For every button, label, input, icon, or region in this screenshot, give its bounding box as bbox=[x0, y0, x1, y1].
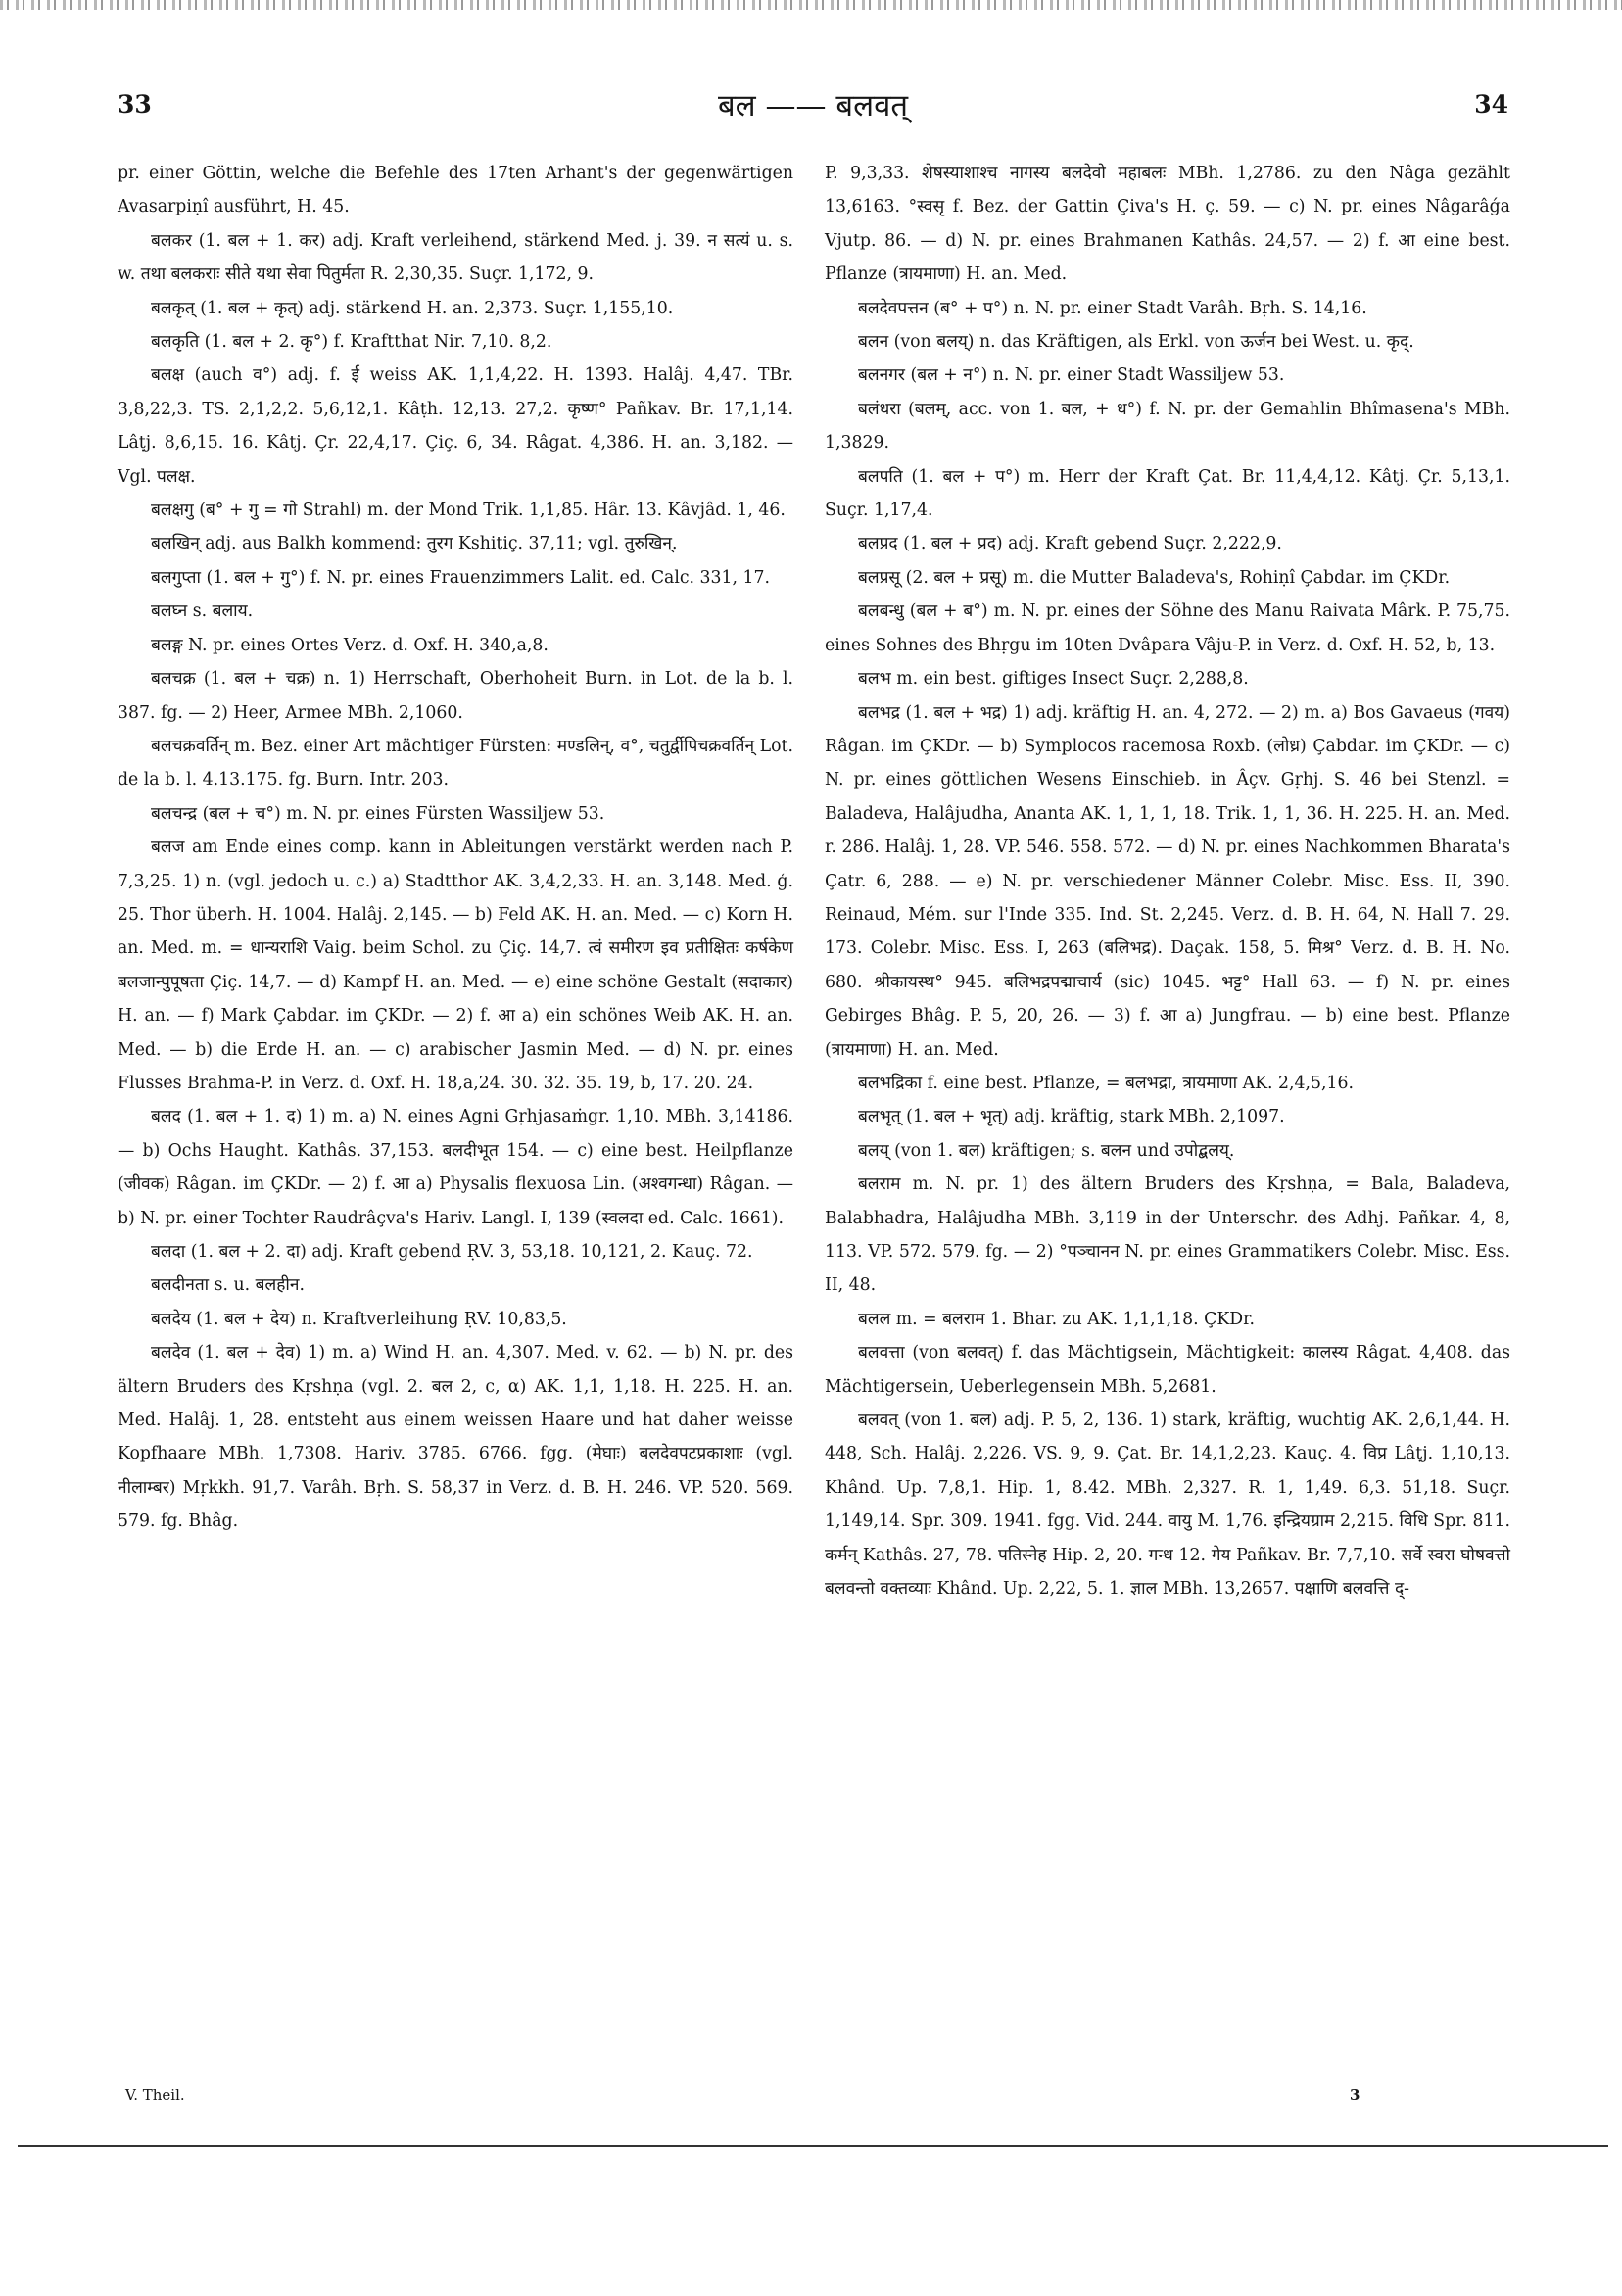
right-page-number: 34 bbox=[1474, 90, 1508, 119]
dictionary-entry: बलपति (1. बल + प°) m. Herr der Kraft Çat. Br. 11,4,4,12. Kâtj. Çr. 5,13,1. Suçr. 1,17,4. bbox=[825, 466, 1510, 521]
dictionary-entry: बलवत् (von 1. बल) adj. P. 5, 2, 136. 1) stark, kräftig, wuchtig AK. 2,6,1,44. H. 448, Sch. Halâj. 2,226. VS. 9, 9. Çat. Br. 14,1,2,23. Kauç. 4. विप्र Lâṭj. 1,10,13. Khând. Up. 7,8,1. Hip. 1, 8.42. MBh. 2,327. R. 1, 1,49. 6,3. 51,18. Suçr. 1,149,14. Spr. 309. 1941. fgg. Vid. 244. वायु M. 1,76. इन्द्रियग्राम 2,215. विधि Spr. 811. कर्मन् Kathâs. 27, 78. पतिस्नेह Hip. 2, 20. गन्ध 12. गेय Pañkav. Br. 7,7,10. सर्वे स्वरा घोषवत्तो बलवन्तो वक्तव्याः Khând. Up. 2,22, 5. 1. ज्ञाल MBh. 13,2657. पक्षाणि बलवत्ति द्- bbox=[825, 1411, 1510, 1600]
left-column bbox=[118, 157, 793, 1539]
dictionary-entry: P. 9,3,33. शेषस्याशाश्च नागस्य बलदेवो महाबलः MBh. 1,2786. zu den Nâga gezählt 13,6163. °स्वसृ f. Bez. der Gattin Çiva's H. ç. 59. — c) N. pr. eines Nâgarâǵa Vjutp. 86. — d) N. pr. eines Brahmanen Kathâs. 24,57. — 2) f. आ eine best. Pflanze (त्रायमाणा) H. an. Med. bbox=[825, 164, 1510, 285]
dictionary-entry: बलभद्रिका f. eine best. Pflanze, = बलभद्रा, त्रायमाणा AK. 2,4,5,16. bbox=[858, 1073, 1354, 1093]
dictionary-entry: बलप्रद (1. बल + प्रद) adj. Kraft gebend Suçr. 2,222,9. bbox=[858, 534, 1282, 554]
dictionary-entry: बलघ्न s. बलाय. bbox=[151, 601, 254, 622]
dictionary-entry: बलकृति (1. बल + 2. कृ°) f. Kraftthat Nir. 7,10. 8,2. bbox=[151, 332, 552, 353]
dictionary-entry: बलदेवपत्तन (ब° + प°) n. N. pr. einer Stadt Varâh. Bṛh. S. 14,16. bbox=[858, 298, 1367, 318]
left-page-number: 33 bbox=[118, 90, 152, 119]
scan-top-edge bbox=[0, 0, 1622, 10]
dictionary-entry: बलराम m. N. pr. 1) des ältern Bruders des Kṛshṇa, = Bala, Baladeva, Balabhadra, Halâjudha MBh. 3,119 in der Unterschr. des Adhj. Pañkar. 4, 8, 113. VP. 572. 579. fg. — 2) °पञ्चानन N. pr. eines Grammatikers Colebr. Misc. Ess. II, 48. bbox=[825, 1174, 1510, 1296]
dictionary-entry: बलद (1. बल + 1. द) 1) m. a) N. eines Agni Gṛhjasaṁgr. 1,10. MBh. 3,14186. — b) Ochs Haught. Kathâs. 37,153. बलदीभूत 154. — c) eine best. Heilpflanze (जीवक) Râgan. im ÇKDr. — 2) f. आ a) Physalis flexuosa Lin. (अश्वगन्धा) Râgan. — b) N. pr. einer Tochter Raudrâçva's Hariv. Langl. I, 139 (स्वलदा ed. Calc. 1661). bbox=[118, 1107, 793, 1228]
dictionary-entry: बलन (von बलय्) n. das Kräftigen, als Erkl. von ऊर्जन bei West. u. कृद्. bbox=[858, 332, 1414, 353]
dictionary-entry: बलभ m. ein best. giftiges Insect Suçr. 2,288,8. bbox=[858, 669, 1249, 690]
dictionary-entry: बलबन्धु (बल + ब°) m. N. pr. eines der Söhne des Manu Raivata Mârk. P. 75,75. eines Sohnes des Bhṛgu im 10ten Dvâpara Vâju-P. in Verz. d. Oxf. H. 52, b, 13. bbox=[825, 601, 1510, 655]
dictionary-entry: बलप्रसू (2. बल + प्रसू) m. die Mutter Baladeva's, Rohiṇî Çabdar. im ÇKDr. bbox=[858, 567, 1451, 588]
dictionary-entry: बलवत्ता (von बलवत्) f. das Mächtigsein, Mächtigkeit: कालस्य Râgat. 4,408. das Mächtigersein, Ueberlegensein MBh. 5,2681. bbox=[825, 1343, 1510, 1397]
dictionary-entry: बलदीनता s. u. बलहीन. bbox=[151, 1275, 305, 1296]
dictionary-entry: बलभृत् (1. बल + भृत्) adj. kräftig, stark MBh. 2,1097. bbox=[858, 1107, 1285, 1127]
dictionary-entry: बलचक्र (1. बल + चक्र) n. 1) Herrschaft, Oberhoheit Burn. in Lot. de la b. l. 387. fg. — 2) Heer, Armee MBh. 2,1060. bbox=[118, 669, 793, 723]
dictionary-entry: बलज am Ende eines comp. kann in Ableitungen verstärkt werden nach P. 7,3,25. 1) n. (vgl. jedoch u. c.) a) Stadtthor AK. 3,4,2,33. H. an. 3,148. Med. ģ. 25. Thor überh. H. 1004. Halâj. 2,145. — b) Feld AK. H. an. Med. — c) Korn H. an. Med. m. = धान्यराशि Vaig. beim Schol. zu Çiç. 14,7. त्वं समीरण इव प्रतीक्षितः कर्षकेण बलजान्पुपूषता Çiç. 14,7. — d) Kampf H. an. Med. — e) eine schöne Gestalt (सदाकार) H. an. — f) Mark Çabdar. im ÇKDr. — 2) f. आ a) ein schönes Weib AK. H. an. Med. — b) die Erde H. an. — c) arabischer Jasmin Med. — d) N. pr. eines Flusses Brahma-P. in Verz. d. Oxf. H. 18,a,24. 30. 32. 35. 19, b, 17. 20. 24. bbox=[118, 837, 793, 1093]
dictionary-entry: बलकृत् (1. बल + कृत्) adj. stärkend H. an. 2,373. Suçr. 1,155,10. bbox=[151, 298, 674, 318]
bottom-rule bbox=[18, 2145, 1608, 2147]
dictionary-entry: बलक्षगु (ब° + गु = गो Strahl) m. der Mond Trik. 1,1,85. Hâr. 13. Kâvjâd. 1, 46. bbox=[151, 501, 786, 521]
dictionary-entry: बलल m. = बलराम 1. Bhar. zu AK. 1,1,1,18. ÇKDr. bbox=[858, 1309, 1255, 1329]
dictionary-entry: बलदा (1. बल + 2. दा) adj. Kraft gebend ṚV. 3, 53,18. 10,121, 2. Kauç. 72. bbox=[151, 1242, 753, 1262]
dictionary-entry: बलय् (von 1. बल) kräftigen; s. बलन und उपोद्बलय्. bbox=[858, 1140, 1235, 1161]
right-column bbox=[825, 157, 1510, 1605]
dictionary-entry: बलखिन् adj. aus Balkh kommend: तुरग Kshitiç. 37,11; vgl. तुरुखिन्. bbox=[151, 534, 678, 554]
dictionary-entry: बलक्ष (auch व°) adj. f. ई weiss AK. 1,1,4,22. H. 1393. Halâj. 4,47. TBr. 3,8,22,3. TS. 2,1,2,2. 5,6,12,1. Kâṭh. 12,13. 27,2. कृष्ण° Pañkav. Br. 17,1,14. Lâṭj. 8,6,15. 16. Kâtj. Çr. 22,4,17. Çiç. 6, 34. Râgat. 4,386. H. an. 3,182. — Vgl. पलक्ष. bbox=[118, 365, 793, 487]
dictionary-entry: बलदेय (1. बल + देय) n. Kraftverleihung ṚV. 10,83,5. bbox=[151, 1309, 567, 1329]
dictionary-entry: बलदेव (1. बल + देव) 1) m. a) Wind H. an. 4,307. Med. v. 62. — b) N. pr. des ältern Bruders des Kṛshṇa (vgl. 2. बल 2, c, α) AK. 1,1, 1,18. H. 225. H. an. Med. Halâj. 1, 28. entsteht aus einem weissen Haare und hat daher weisse Kopfhaare MBh. 1,7308. Hariv. 3785. 6766. fgg. (मेघाः) बलदेवपटप्रकाशाः (vgl. नीलाम्बर) Mṛkkh. 91,7. Varâh. Bṛh. S. 58,37 in Verz. d. B. H. 246. VP. 520. 569. 579. fg. Bhâg. bbox=[118, 1343, 793, 1532]
sheet-number: 3 bbox=[1350, 2086, 1360, 2104]
dictionary-entry: बलगुप्ता (1. बल + गु°) f. N. pr. eines Frauenzimmers Lalit. ed. Calc. 331, 17. bbox=[151, 567, 770, 588]
dictionary-entry: बलङ्ग N. pr. eines Ortes Verz. d. Oxf. H. 340,a,8. bbox=[151, 635, 549, 655]
dictionary-entry: बलभद्र (1. बल + भद्र) 1) adj. kräftig H. an. 4, 272. — 2) m. a) Bos Gavaeus (गवय) Râgan. im ÇKDr. — b) Symplocos racemosa Roxb. (लोध्र) Çabdar. im ÇKDr. — c) N. pr. eines göttlichen Wesens Einschieb. in Âçv. Gṛhj. S. 46 bei Stenzl. = Baladeva, Halâjudha, Ananta AK. 1, 1, 1, 18. Trik. 1, 1, 36. H. 225. H. an. Med. r. 286. Halâj. 1, 28. VP. 546. 558. 572. — d) N. pr. eines Nachkommen Bharata's Çatr. 6, 288. — e) N. pr. verschiedener Männer Colebr. Misc. Ess. II, 390. Reinaud, Mém. sur l'Inde 335. Ind. St. 2,245. Verz. d. B. H. 64, N. Hall 7. 29. 173. Colebr. Misc. Ess. I, 263 (बलिभद्र). Daçak. 158, 5. मिश्र° Verz. d. B. H. No. 680. श्रीकायस्थ° 945. बलिभद्रपद्माचार्य (sic) 1045. भट्ट° Hall 63. — f) N. pr. eines Gebirges Bhâg. P. 5, 20, 26. — 3) f. आ a) Jungfrau. — b) eine best. Pflanze (त्रायमाणा) H. an. Med. bbox=[825, 702, 1510, 1060]
dictionary-entry: बलकर (1. बल + 1. कर) adj. Kraft verleihend, stärkend Med. j. 39. न सत्यं u. s. w. तथा बलकराः सीते यथा सेवा पितुर्मता R. 2,30,35. Suçr. 1,172, 9. bbox=[118, 230, 793, 285]
dictionary-entry: बलचन्द्र (बल + च°) m. N. pr. eines Fürsten Wassiljew 53. bbox=[151, 803, 605, 824]
running-head: बल —— बलवत् bbox=[717, 88, 909, 123]
page-header bbox=[118, 90, 1508, 129]
dictionary-entry: बलनगर (बल + न°) n. N. pr. einer Stadt Wassiljew 53. bbox=[858, 365, 1285, 386]
dictionary-entry: बलचक्रवर्तिन् m. Bez. einer Art mächtiger Fürsten: मण्डलिन्, व°, चतुर्द्वीपिचक्रवर्तिन् Lot. de la b. l. 4.13.175. fg. Burn. Intr. 203. bbox=[118, 736, 793, 790]
signature-mark: V. Theil. bbox=[125, 2086, 185, 2104]
dictionary-entry: बलंधरा (बलम्, acc. von 1. बल, + ध°) f. N. pr. der Gemahlin Bhîmasena's MBh. 1,3829. bbox=[825, 399, 1510, 454]
dictionary-entry: pr. einer Göttin, welche die Befehle des 17ten Arhant's der gegenwärtigen Avasarpiṇî ausführt, H. 45. bbox=[118, 164, 793, 217]
